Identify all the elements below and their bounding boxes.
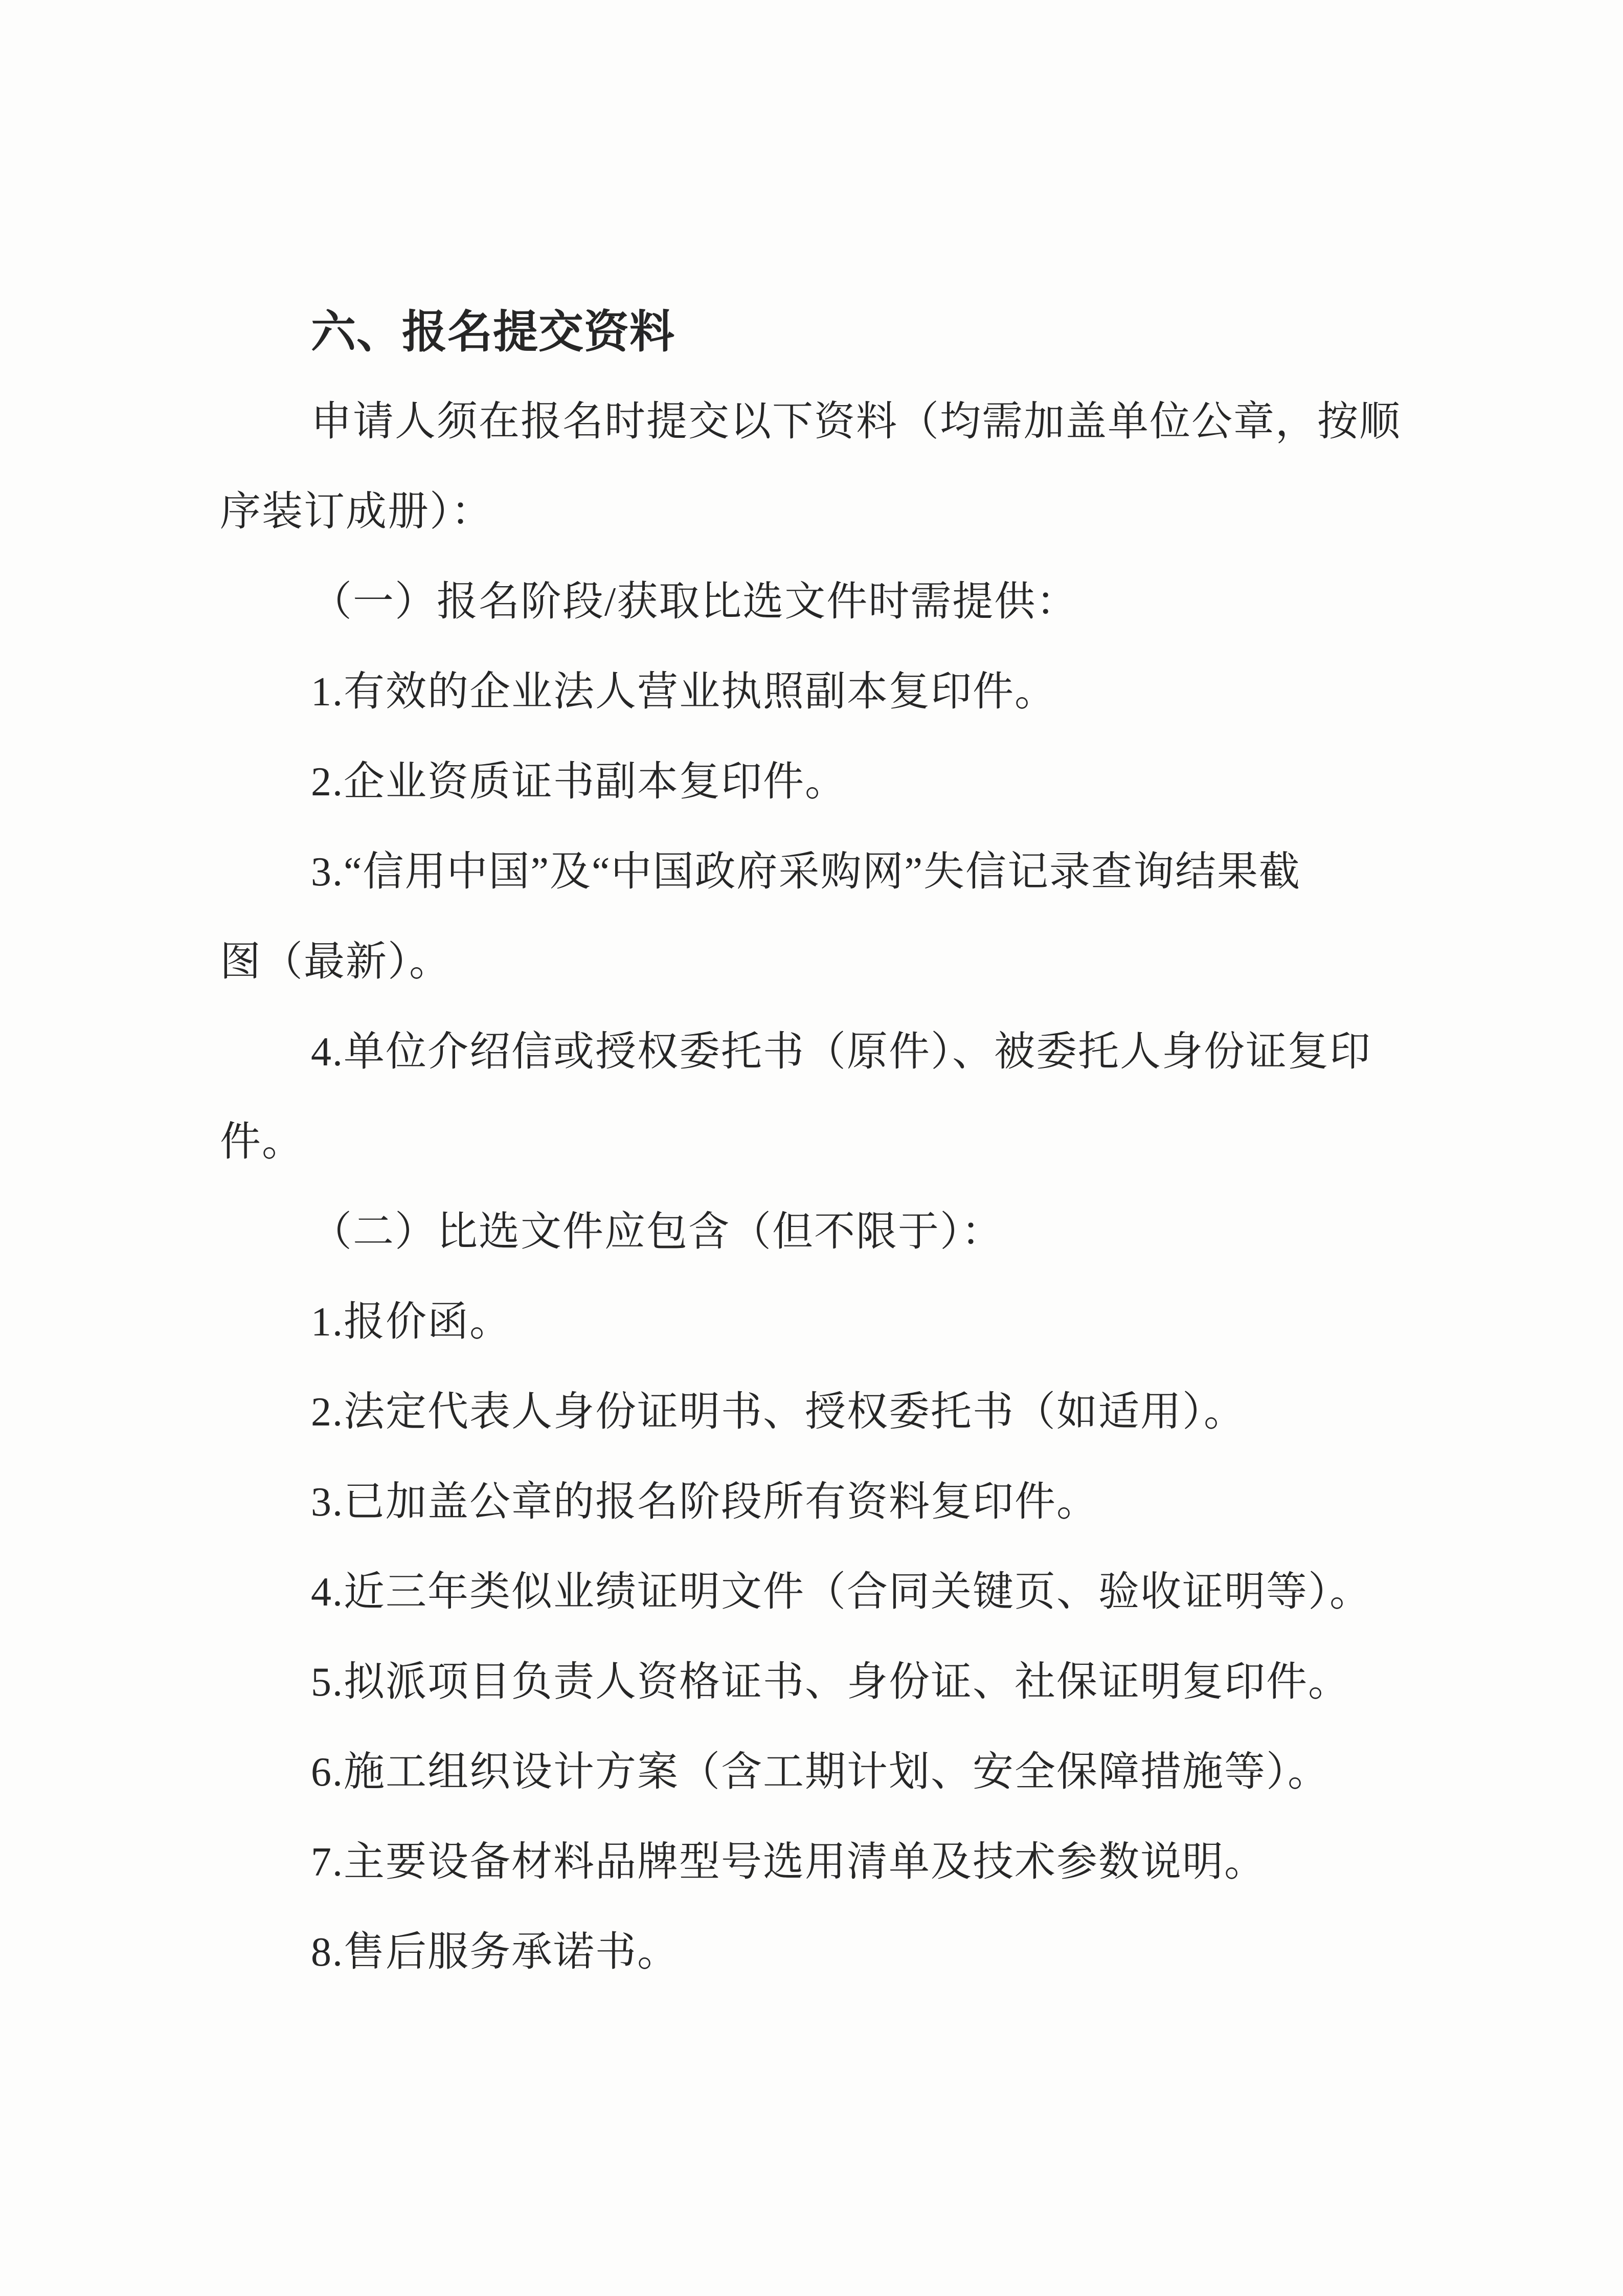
subsection-1-item-2: 2.企业资质证书副本复印件。 [311, 760, 847, 805]
subsection-1-item-4-line-2: 件。 [220, 1120, 304, 1165]
subsection-2-item-3: 3.已加盖公章的报名阶段所有资料复印件。 [311, 1480, 1098, 1525]
subsection-1-item-1: 1.有效的企业法人营业执照副本复印件。 [311, 670, 1056, 715]
intro-line-2: 序装订成册）： [220, 489, 493, 534]
subsection-1-item-3-line-1: 3.“信用中国”及“中国政府采购网”失信记录查询结果截 [311, 850, 1301, 895]
section-heading: 六、报名提交资料 [311, 306, 675, 357]
subsection-2-item-6: 6.施工组织设计方案（含工期计划、安全保障措施等）。 [311, 1750, 1329, 1795]
subsection-1-item-4-line-1: 4.单位介绍信或授权委托书（原件）、被委托人身份证复印 [311, 1030, 1371, 1075]
subsection-2-item-7: 7.主要设备材料品牌型号选用清单及技术参数说明。 [311, 1840, 1266, 1885]
subsection-2-item-1: 1.报价函。 [311, 1300, 511, 1345]
subsection-1-heading: （一）报名阶段/获取比选文件时需提供： [311, 579, 1078, 625]
subsection-2-item-5: 5.拟派项目负责人资格证书、身份证、社保证明复印件。 [311, 1660, 1350, 1705]
subsection-2-item-4: 4.近三年类似业绩证明文件（合同关键页、验收证明等）。 [311, 1570, 1371, 1615]
subsection-1-item-3-line-2: 图（最新）。 [220, 940, 451, 985]
subsection-2-item-2: 2.法定代表人身份证明书、授权委托书（如适用）。 [311, 1390, 1246, 1435]
intro-line-1: 申请人须在报名时提交以下资料（均需加盖单位公章，按顺 [311, 399, 1401, 444]
subsection-2-item-8: 8.售后服务承诺书。 [311, 1930, 679, 1975]
subsection-2-heading: （二）比选文件应包含（但不限于）： [311, 1210, 1003, 1255]
